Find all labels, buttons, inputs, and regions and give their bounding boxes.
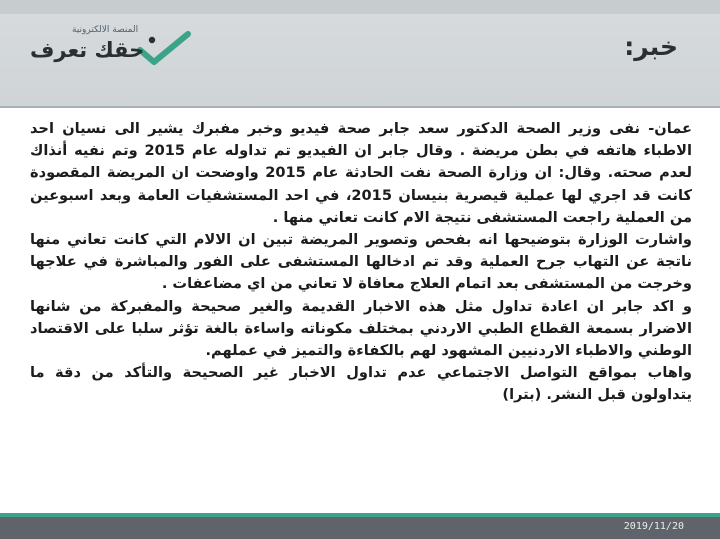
checkmark-icon [136, 30, 192, 68]
logo-name: حقك تعرف [30, 38, 145, 62]
article-paragraph: واهاب بمواقع التواصل الاجتماعي عدم تداول الاخبار غير الصحيحة والتأكد من دقة ما يتداولون قبل النشر. (بترا) [30, 364, 692, 404]
article-paragraph: واشارت الوزارة بتوضيحها انه بفحص وتصوير المريضة تبين ان الالام التي كانت تعاني منها ناتجة عن التهاب جرح العملية وقد تم ادخالها المستشفى على الفور والمباشرة في علاجها وخرجت من المستشفى بعد اتمام العلاج معافاة لا تعاني من اي مضاعفات . [30, 231, 692, 293]
article-paragraph: و اكد جابر ان اعادة تداول مثل هذه الاخبار القديمة والغير صحيحة والمفبركة من شانها الاضرار بسمعة القطاع الطبي الاردني بمختلف مكوناته واساءة بالغة تؤثر سلبا على الاقتصاد الوطني والاطباء الاردنيين المشهود لهم بالكفاءة والتميز في عملهم. [30, 297, 692, 360]
footer-accent-bar [0, 513, 720, 517]
news-label: خبر: [624, 32, 678, 61]
header-top-band [0, 0, 720, 14]
card-header [0, 0, 720, 108]
header-divider [0, 106, 720, 108]
logo [24, 24, 194, 72]
card-footer [0, 513, 720, 539]
article-paragraph: عمان- نفى وزير الصحة الدكتور سعد جابر صحة فيديو وخبر مفبرك يشير الى نسيان احد الاطباء هاتفه في بطن مريضة . وقال جابر ان الفيديو تم تداوله عام 2015 وتم نفيه أنذاك لعدم صحته. وقال: ان وزارة الصحة نفت الحادثة عام 2015 واوضحت ان المريضة المقصودة كانت قد اجري لها عملية قيصرية بنيسان 2015، في احد المستشفيات العامة وبعد اسبوعين من العملية راجعت المستشفى نتيجة الام كانت تعاني منها . [30, 120, 693, 226]
logo-subtitle: المنصة الالكترونية [72, 25, 139, 35]
publish-date: 2019/11/20 [623, 521, 684, 532]
article-body [30, 118, 692, 407]
